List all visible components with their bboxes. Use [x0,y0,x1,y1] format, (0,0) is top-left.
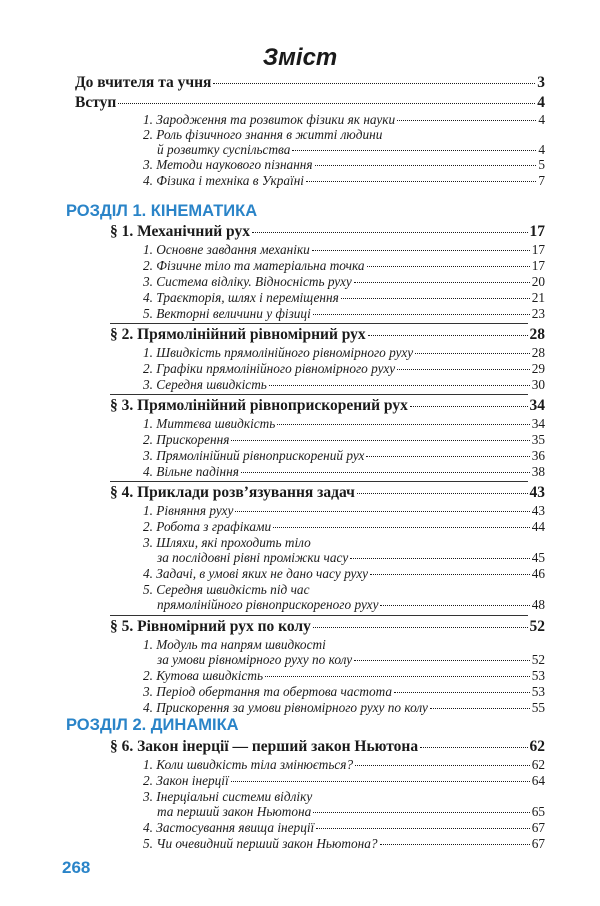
dot-leader [313,627,528,628]
entry-label: 2. Закон інерції [143,773,229,788]
entry-label: 3. Середня швидкість [143,377,267,392]
dot-leader [265,676,530,677]
entry-page: 4 [537,94,545,111]
toc-entry-topic[interactable] [143,432,545,448]
entry-page: 30 [531,377,545,392]
entry-page: 3 [537,74,545,91]
entry-page: 29 [531,361,545,376]
toc-entry-topic[interactable] [157,804,545,820]
dot-leader [357,493,528,494]
entry-label: § 4. Приклади розв’язування задач [110,484,355,501]
entry-page: 46 [531,566,545,581]
entry-page: 38 [531,464,545,479]
entry-page: 43 [529,484,545,501]
entry-label: 4. Траєкторія, шлях і переміщення [143,290,339,305]
dot-leader [313,314,530,315]
entry-label: Вступ [75,94,117,111]
toc-entry-topic[interactable] [143,836,545,852]
dot-leader [415,353,530,354]
dot-leader [367,266,530,267]
toc-entry-topic[interactable] [143,684,545,700]
toc-entry-section[interactable] [110,618,545,636]
toc-entry-intro[interactable] [75,74,545,92]
entry-label: 4. Вільне падіння [143,464,239,479]
entry-label-continued: та перший закон Ньютона [157,804,312,819]
entry-label: 4. Фізика і техніка в Україні [143,173,304,188]
entry-page: 7 [538,173,545,188]
dot-leader [397,369,530,370]
entry-page: 28 [531,345,545,360]
entry-page: 17 [531,242,545,257]
toc-entry-topic[interactable] [143,345,545,361]
dot-leader [370,574,530,575]
toc-entry-section[interactable] [110,738,545,756]
dot-leader [394,692,530,693]
toc-entry-topic[interactable] [143,377,545,393]
entry-label: 2. Робота з графіками [143,519,272,534]
entry-page: 45 [531,550,545,565]
toc-entry-section[interactable] [110,484,545,502]
dot-leader [292,150,536,151]
entry-page: 35 [531,432,545,447]
toc-entry-topic[interactable] [143,448,545,464]
entry-label: 1. Швидкість прямолінійного рівномірного руху [143,345,414,360]
dot-leader [269,385,530,386]
entry-label: 4. Прискорення за умови рівномірного руху по колу [143,700,428,715]
entry-page: 28 [529,326,545,343]
entry-label: § 6. Закон інерції — перший закон Ньютона [110,738,419,755]
entry-page: 48 [531,597,545,612]
toc-entry-topic[interactable] [143,503,545,519]
toc-entry-topic[interactable] [143,242,545,258]
toc-entry-topic[interactable] [143,274,545,290]
entry-page: 53 [531,668,545,683]
toc-entry-topic[interactable] [157,597,545,613]
entry-label: 2. Фізичне тіло та матеріальна точка [143,258,365,273]
toc-entry-topic[interactable] [157,142,545,158]
entry-page: 65 [531,804,545,819]
toc-entry-section[interactable] [110,397,545,415]
entry-label: 1. Зародження та розвиток фізики як науки [143,112,396,127]
chapter-heading[interactable]: РОЗДІЛ 1. КІНЕМАТИКА [66,202,258,220]
dot-leader [312,250,530,251]
toc-entry-topic[interactable] [143,773,545,789]
dot-leader [315,165,537,166]
toc-entry-topic[interactable] [143,361,545,377]
dot-leader [368,335,528,336]
dot-leader [235,511,529,512]
toc-entry-topic[interactable] [143,700,545,716]
entry-page: 67 [531,820,545,835]
entry-label: 3. Методи наукового пізнання [143,157,313,172]
dot-leader [277,424,529,425]
dot-leader [354,282,530,283]
entry-label: 5. Середня швидкість під час [143,582,310,597]
entry-label: 2. Прискорення [143,432,230,447]
dot-leader [430,708,530,709]
entry-label-continued: за умови рівномірного руху по колу [157,652,353,667]
entry-page: 20 [531,274,545,289]
entry-page: 62 [529,738,545,755]
entry-label: 1. Основне завдання механіки [143,242,310,257]
chapter-heading[interactable]: РОЗДІЛ 2. ДИНАМІКА [66,716,239,734]
entry-label-continued: й розвитку суспільства [157,142,291,157]
dot-leader [350,558,529,559]
page-number: 268 [62,858,91,877]
entry-label: 1. Миттєва швидкість [143,416,276,431]
entry-label: 2. Графіки прямолінійного рівномірного руху [143,361,396,376]
toc-entry-topic[interactable] [143,668,545,684]
entry-label: 1. Модуль та напрям швидкості [143,637,326,652]
entry-label: 3. Період обертання та обертова частота [143,684,393,699]
entry-page: 64 [531,773,545,788]
dot-leader [231,440,529,441]
dot-leader [355,765,530,766]
dot-leader [313,812,529,813]
entry-label: 4. Задачі, в умові яких не дано часу руху [143,566,369,581]
page-title: Зміст [262,44,338,71]
entry-label-continued: за послідовні рівні проміжки часу [157,550,349,565]
entry-page: 43 [531,503,545,518]
divider [110,323,528,324]
toc-entry-section[interactable] [110,223,545,241]
toc-entry-topic[interactable] [143,464,545,480]
dot-leader [397,120,536,121]
toc-entry-topic[interactable] [157,652,545,668]
toc-entry-topic[interactable] [143,416,545,432]
toc-entry-topic[interactable] [143,112,545,128]
entry-label: 1. Коли швидкість тіла змінюється? [143,757,354,772]
dot-leader [341,298,530,299]
entry-label: 3. Шляхи, які проходить тіло [143,535,311,550]
entry-page: 62 [531,757,545,772]
toc-entry-topic[interactable] [143,157,545,173]
dot-leader [118,103,535,104]
entry-label: 3. Система відліку. Відносність руху [143,274,352,289]
entry-page: 55 [531,700,545,715]
dot-leader [354,660,530,661]
entry-page: 52 [529,618,545,635]
toc-entry-topic[interactable] [143,173,545,189]
dot-leader [366,456,529,457]
divider [110,394,528,395]
dot-leader [306,181,536,182]
toc-entry-topic[interactable] [143,519,545,535]
dot-leader [380,605,529,606]
divider [110,481,528,482]
toc-entry-topic[interactable] [143,757,545,773]
entry-label: § 1. Механічний рух [110,223,250,240]
entry-page: 36 [531,448,545,463]
entry-label-continued: прямолінійного рівноприскореного руху [157,597,379,612]
entry-page: 34 [531,416,545,431]
entry-label: 4. Застосування явища інерції [143,820,315,835]
dot-leader [380,844,530,845]
toc-entry-topic[interactable] [143,306,545,322]
entry-label: 2. Роль фізичного знання в житті людини [143,127,383,142]
entry-label: 3. Інерціальні системи відліку [143,789,313,804]
dot-leader [273,527,530,528]
dot-leader [316,828,529,829]
entry-page: 53 [531,684,545,699]
dot-leader [252,232,528,233]
dot-leader [420,747,527,748]
entry-label: § 2. Прямолінійний рівномірний рух [110,326,366,343]
dot-leader [213,83,535,84]
entry-page: 21 [531,290,545,305]
toc-entry-topic[interactable] [157,550,545,566]
entry-page: 52 [531,652,545,667]
entry-page: 5 [538,157,545,172]
entry-label: 2. Кутова швидкість [143,668,264,683]
entry-label: 5. Векторні величини у фізиці [143,306,311,321]
entry-label: § 3. Прямолінійний рівноприскорений рух [110,397,408,414]
dot-leader [231,781,530,782]
toc-entry-topic[interactable] [143,258,545,274]
entry-page: 17 [529,223,545,240]
toc-entry-topic[interactable] [143,290,545,306]
divider [110,615,528,616]
entry-page: 17 [531,258,545,273]
dot-leader [241,472,530,473]
entry-page: 4 [538,142,545,157]
entry-page: 67 [531,836,545,851]
entry-page: 4 [538,112,545,127]
entry-page: 23 [531,306,545,321]
toc-entry-topic[interactable] [143,566,545,582]
dot-leader [410,406,528,407]
toc-entry-intro[interactable] [75,94,545,112]
entry-label: 5. Чи очевидний перший закон Ньютона? [143,836,378,851]
toc-entry-topic[interactable] [143,820,545,836]
entry-label: До вчителя та учня [75,74,212,91]
entry-page: 44 [531,519,545,534]
entry-label: § 5. Рівномірний рух по колу [110,618,311,635]
entry-page: 34 [529,397,545,414]
entry-label: 3. Прямолінійний рівноприскорений рух [143,448,365,463]
toc-entry-section[interactable] [110,326,545,344]
entry-label: 1. Рівняння руху [143,503,234,518]
